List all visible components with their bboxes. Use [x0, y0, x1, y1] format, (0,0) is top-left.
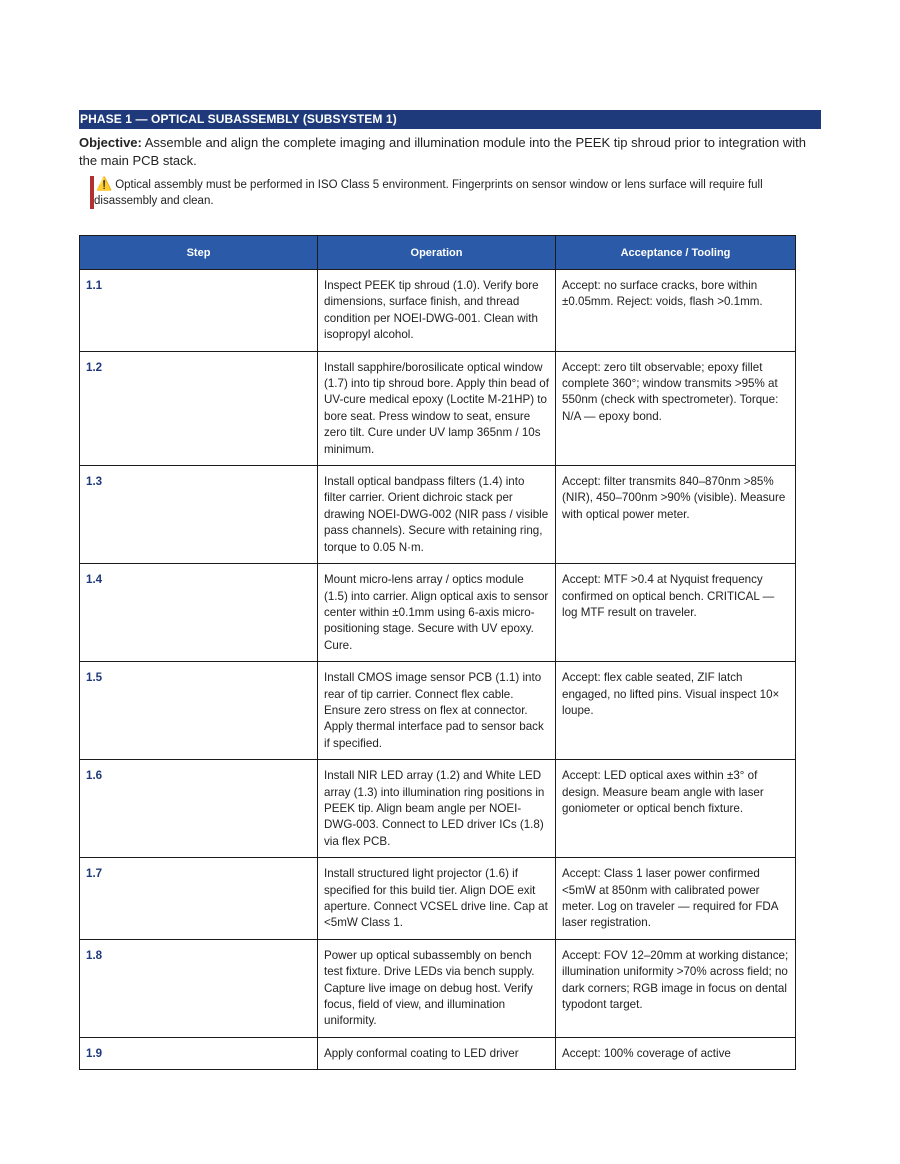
table-row	[80, 270, 796, 352]
table-row	[80, 466, 796, 564]
warning-triangle-icon: ⚠️	[96, 176, 113, 191]
header-operation: Operation	[318, 236, 556, 270]
step-acceptance: Accept: flex cable seated, ZIF latch engaged, no lifted pins. Visual inspect 10× loupe.	[556, 662, 796, 760]
header-step: Step	[80, 236, 318, 270]
step-operation: Install optical bandpass filters (1.4) into filter carrier. Orient dichroic stack per drawing NOEI-DWG-002 (NIR pass / visible pass channels). Secure with retaining ring, torque to 0.05 N·m.	[318, 466, 556, 564]
step-acceptance: Accept: zero tilt observable; epoxy fillet complete 360°; window transmits >95% at 550nm (check with spectrometer). Torque: N/A — epoxy bond.	[556, 351, 796, 465]
step-operation: Install NIR LED array (1.2) and White LED array (1.3) into illumination ring positions in PEEK tip. Align beam angle per NOEI-DWG-003. Connect to LED driver ICs (1.8) via flex PCB.	[318, 760, 556, 858]
step-operation: Install sapphire/borosilicate optical window (1.7) into tip shroud bore. Apply thin bead of UV-cure medical epoxy (Loctite M-21HP) to bore seat. Press window to seat, ensure zero tilt. Cure under UV lamp 365nm / 10s minimum.	[318, 351, 556, 465]
step-operation: Inspect PEEK tip shroud (1.0). Verify bore dimensions, surface finish, and thread condition per NOEI-DWG-001. Clean with isopropyl alcohol.	[318, 270, 556, 352]
step-number: 1.6	[80, 760, 318, 858]
step-operation: Install structured light projector (1.6) if specified for this build tier. Align DOE exit aperture. Connect VCSEL drive line. Cap at <5mW Class 1.	[318, 858, 556, 940]
step-number: 1.3	[80, 466, 318, 564]
warning-text: Optical assembly must be performed in ISO Class 5 environment. Fingerprints on sensor window or lens surface will require full disassembly and clean.	[94, 179, 763, 207]
table-row	[80, 858, 796, 940]
step-acceptance: Accept: Class 1 laser power confirmed <5mW at 850nm with calibrated power meter. Log on traveler — required for FDA laser registration.	[556, 858, 796, 940]
step-acceptance: Accept: LED optical axes within ±3° of design. Measure beam angle with laser goniometer or optical bench fixture.	[556, 760, 796, 858]
objective-label: Objective:	[79, 135, 142, 150]
objective-paragraph	[79, 134, 821, 170]
step-acceptance: Accept: MTF >0.4 at Nyquist frequency confirmed on optical bench. CRITICAL — log MTF result on traveler.	[556, 564, 796, 662]
table-row	[80, 939, 796, 1037]
step-operation: Power up optical subassembly on bench test fixture. Drive LEDs via bench supply. Capture live image on debug host. Verify focus, field of view, and illumination uniformity.	[318, 939, 556, 1037]
step-number: 1.1	[80, 270, 318, 352]
objective-text: Assemble and align the complete imaging and illumination module into the PEEK tip shroud prior to integration with the main PCB stack.	[79, 135, 806, 168]
warning-callout	[90, 176, 804, 209]
document-page	[79, 110, 821, 1070]
step-number: 1.4	[80, 564, 318, 662]
table-row	[80, 564, 796, 662]
step-number: 1.9	[80, 1037, 318, 1069]
step-operation: Apply conformal coating to LED driver	[318, 1037, 556, 1069]
step-number: 1.7	[80, 858, 318, 940]
step-operation: Install CMOS image sensor PCB (1.1) into rear of tip carrier. Connect flex cable. Ensure zero stress on flex at connector. Apply thermal interface pad to sensor back if specified.	[318, 662, 556, 760]
step-number: 1.2	[80, 351, 318, 465]
step-operation: Mount micro-lens array / optics module (1.5) into carrier. Align optical axis to sensor center within ±0.1mm using 6-axis micro-positioning stage. Secure with UV epoxy. Cure.	[318, 564, 556, 662]
steps-table	[79, 235, 796, 1070]
step-acceptance: Accept: no surface cracks, bore within ±0.05mm. Reject: voids, flash >0.1mm.	[556, 270, 796, 352]
header-acceptance: Acceptance / Tooling	[556, 236, 796, 270]
step-acceptance: Accept: 100% coverage of active	[556, 1037, 796, 1069]
phase-heading: PHASE 1 — OPTICAL SUBASSEMBLY (SUBSYSTEM 1)	[79, 110, 821, 129]
step-acceptance: Accept: filter transmits 840–870nm >85% (NIR), 450–700nm >90% (visible). Measure with optical power meter.	[556, 466, 796, 564]
step-number: 1.5	[80, 662, 318, 760]
table-header-row	[80, 236, 796, 270]
step-number: 1.8	[80, 939, 318, 1037]
table-row	[80, 662, 796, 760]
table-row	[80, 351, 796, 465]
table-row	[80, 1037, 796, 1069]
table-row	[80, 760, 796, 858]
step-acceptance: Accept: FOV 12–20mm at working distance; illumination uniformity >70% across field; no dark corners; RGB image in focus on dental typodont target.	[556, 939, 796, 1037]
